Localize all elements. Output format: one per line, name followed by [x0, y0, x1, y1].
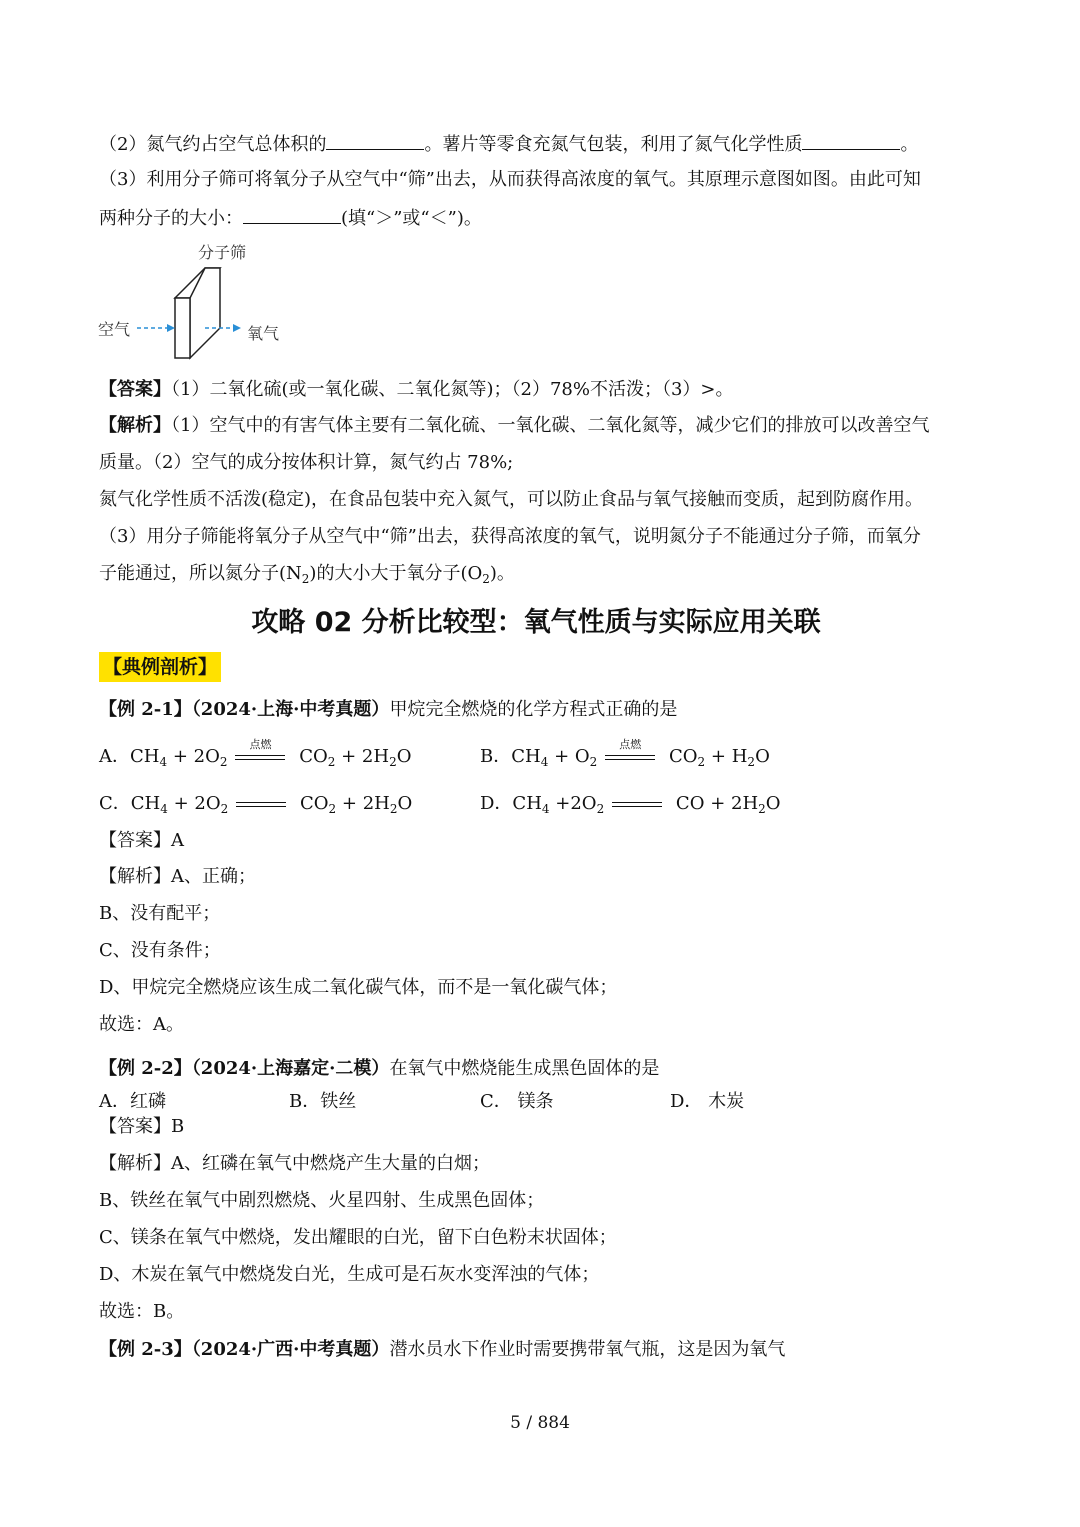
blank-size-compare[interactable] — [243, 205, 341, 224]
ex2-option-b[interactable]: B．铁丝 — [289, 1091, 357, 1112]
ex2-option-d[interactable]: D． 木炭 — [670, 1091, 745, 1112]
analysis-1-line4: （3）用分子筛能将氧分子从空气中“筛”出去，获得高浓度的氧气，说明氮分子不能通过分子筛，而氧分 — [99, 526, 921, 547]
example-2-1-stem: 【例 2-1】（2024·上海·中考真题）甲烷完全燃烧的化学方程式正确的是 — [99, 699, 678, 720]
reaction-arrow: 点燃 — [605, 747, 655, 767]
ex1-option-d[interactable]: D．$CH_4 +2O_2$ CO + $2H_2O$ — [480, 793, 781, 816]
reaction-arrow: 点燃 — [235, 747, 285, 767]
ex1-analysis-1: 【解析】A、正确； — [99, 866, 256, 887]
analysis-1-line2: 质量。（2）空气的成分按体积计算，氮气约占 78%; — [99, 452, 514, 473]
ex2-option-a[interactable]: A．红磷 — [99, 1091, 166, 1112]
molecular-sieve-figure — [95, 238, 295, 363]
ex2-answer: 【答案】B — [99, 1116, 185, 1137]
ex2-analysis-3: C、镁条在氧气中燃烧，发出耀眼的白光，留下白色粉末状固体； — [99, 1227, 617, 1248]
ex1-analysis-3: C、没有条件； — [99, 940, 221, 961]
ex1-option-b[interactable]: B．$CH_4 + O_2$ 点燃 $CO_2 + H_2O$ — [480, 738, 770, 769]
q2-line: （2）氮气约占空气总体积的 。薯片等零食充氮气包装，利用了氮气化学性质 。 — [99, 131, 918, 157]
equal-sign — [236, 794, 286, 814]
typical-example-tag: 【典例剖析】 — [99, 652, 221, 682]
page-number: 5 / 884 — [510, 1413, 570, 1433]
ex1-option-a[interactable]: A．$CH_4 + 2O_2$ 点燃 $CO_2 + 2H_2O$ — [99, 738, 412, 769]
q3-line2: 两种分子的大小： (填“＞”或“＜”)。 — [99, 205, 482, 231]
figure-label-sieve: 分子筛 — [198, 243, 247, 262]
ex1-analysis-5: 故选：A。 — [99, 1014, 184, 1035]
analysis-1-line1: 【解析】（1）空气中的有害气体主要有二氧化硫、一氧化碳、二氧化氮等，减少它们的排放可以改善空气 — [99, 415, 930, 436]
ex2-option-c[interactable]: C． 镁条 — [480, 1091, 554, 1112]
blank-nitrogen-fraction[interactable] — [326, 131, 424, 150]
q3-line1: （3）利用分子筛可将氧分子从空气中“筛”出去，从而获得高浓度的氧气。其原理示意图如图。由此可知 — [99, 169, 921, 190]
equal-sign — [612, 794, 662, 814]
analysis-1-line5: 子能通过，所以氮分子$(N_2)$的大小大于氧分子$(O_2)$。 — [99, 563, 515, 586]
blank-nitrogen-property[interactable] — [802, 131, 900, 150]
figure-label-air: 空气 — [98, 320, 131, 339]
answer-1: 【答案】（1）二氧化硫(或一氧化碳、二氧化氮等)；（2）78%不活泼；（3）>。 — [99, 379, 734, 400]
section-title: 攻略 02 分析比较型：氧气性质与实际应用关联 — [251, 607, 821, 638]
figure-label-oxygen: 氧气 — [247, 324, 280, 343]
ex2-analysis-2: B、铁丝在氧气中剧烈燃烧、火星四射、生成黑色固体； — [99, 1190, 545, 1211]
ex2-analysis-5: 故选：B。 — [99, 1301, 185, 1322]
ex1-analysis-4: D、甲烷完全燃烧应该生成二氧化碳气体，而不是一氧化碳气体； — [99, 977, 618, 998]
ex2-analysis-4: D、木炭在氧气中燃烧发白光，生成可是石灰水变浑浊的气体； — [99, 1264, 600, 1285]
ex2-analysis-1: 【解析】A、红磷在氧气中燃烧产生大量的白烟； — [99, 1153, 490, 1174]
ex1-option-c[interactable]: C．$CH_4 + 2O_2$ $CO_2 + 2H_2O$ — [99, 793, 413, 816]
ex1-analysis-2: B、没有配平； — [99, 903, 221, 924]
example-2-2-stem: 【例 2-2】（2024·上海嘉定·二模）在氧气中燃烧能生成黑色固体的是 — [99, 1058, 660, 1079]
example-2-3-stem: 【例 2-3】（2024·广西·中考真题）潜水员水下作业时需要携带氧气瓶，这是因为氧气 — [99, 1339, 786, 1360]
ex1-answer: 【答案】A — [99, 830, 184, 851]
analysis-1-line3: 氮气化学性质不活泼(稳定)，在食品包装中充入氮气，可以防止食品与氧气接触而变质，起到防腐作用。 — [99, 489, 924, 510]
